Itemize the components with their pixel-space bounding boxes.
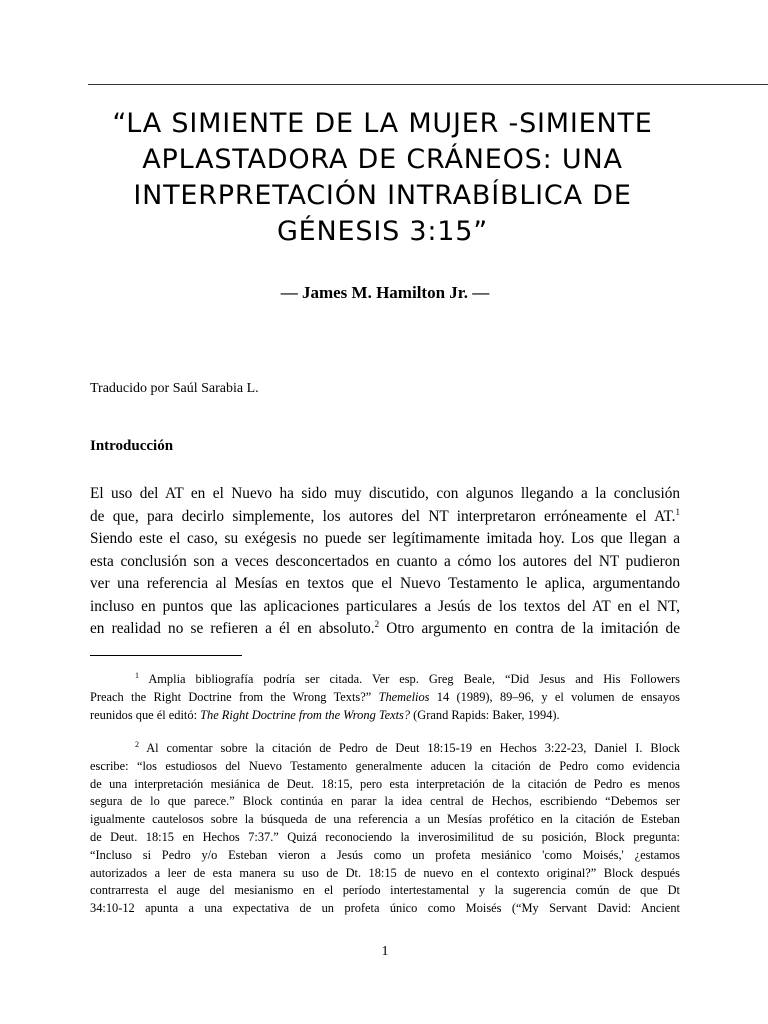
body-line: ver una referencia al Mesías en textos que el Nuevo Testamento le aplica, argumentando <box>90 575 680 592</box>
footnote-ref-2[interactable]: 2 <box>374 619 380 629</box>
footnote-ref-1[interactable]: 1 <box>675 506 680 517</box>
footnote-number: 2 <box>135 740 139 749</box>
footnote-line: igualmente cautelosos sobre la búsqueda de una referencia a un Mesías profético en la citación de Esteban <box>90 812 680 827</box>
footnote-line: escribe: “los estudiosos del Nuevo Testamento generalmente aducen la citación de Pedro como evidencia <box>90 758 680 773</box>
title-line: GÉNESIS 3:15” <box>276 216 489 247</box>
body-paragraph <box>90 483 680 641</box>
footnote-line: segura de lo que parece.” Block continúa en parar la idea central de Hechos, escribiendo “Debemos ser <box>90 794 680 809</box>
footnote-1 <box>90 671 680 724</box>
title-line: INTERPRETACIÓN INTRABÍBLICA DE <box>133 180 632 211</box>
footnote-number: 1 <box>135 671 139 680</box>
body-line: El uso del AT en el Nuevo ha sido muy discutido, con algunos llegando a la conclusión <box>90 485 680 502</box>
body-line: Siendo este el caso, su exégesis no puede ser legítimamente imitada hoy. Los que llegan a <box>90 530 680 547</box>
title-line: “LA SIMIENTE DE LA MUJER -SIMIENTE <box>112 108 653 139</box>
author-byline: — James M. Hamilton Jr. — <box>280 283 490 302</box>
document-title <box>90 106 675 250</box>
body-line: de que, para decirlo simplemente, los autores del NT interpretaron erróneamente el AT.$^1$ <box>90 506 680 525</box>
section-heading: Introducción <box>90 438 174 454</box>
header-rule <box>88 84 768 85</box>
footnote-line: $^2$ Al comentar sobre la citación de Pedro de Deut 18:15-19 en Hechos 3:22-23, Daniel I. Block <box>135 740 680 755</box>
footnote-line: reunidos que él editó: The Right Doctrine from the Wrong Texts? (Grand Rapids: Baker, 1994). <box>90 707 560 722</box>
footnote-line: contrarresta el auge del mesianismo en el período intertestamental y la sugerencia común de que Dt <box>90 883 680 898</box>
body-line: esta conclusión son a veces desconcertados en cuanto a cómo los autores del NT pudieron <box>90 552 680 570</box>
title-line: APLASTADORA DE CRÁNEOS: UNA <box>142 144 623 175</box>
footnote-line: $^1$ Amplia bibliografía podría ser citada. Ver esp. Greg Beale, “Did Jesus and His Followers <box>135 671 680 686</box>
footnote-line: 34:10-12 apunta a una expectativa de un profeta único como Moisés (“My Servant David: Ancient <box>90 901 680 916</box>
body-line: en realidad no se refieren a él en absoluto.$^2$ Otro argumento en contra de la imitación de <box>90 619 680 637</box>
translator-credit: Traducido por Saúl Sarabia L. <box>90 381 259 396</box>
footnote-line: de Deut. 18:15 en Hechos 7:37.” Quizá reconociendo la inverosimilitud de su posición, Block pregunta: <box>90 829 680 844</box>
footnote-2 <box>90 740 680 918</box>
footnote-line: autorizados a leer de esta manera su uso de Dt. 18:15 de nuevo en el contexto original?” Block después <box>90 865 680 880</box>
footnote-line: “Incluso si Pedro y/o Esteban vieron a Jesús como un profeta mesiánico 'como Moisés,' ¿estamos <box>90 847 680 862</box>
footnote-line: de una interpretación mesiánica de Deut. 18:15, pero esta interpretación de la citación de Pedro es menos <box>90 776 680 791</box>
footnote-line: Preach the Right Doctrine from the Wrong Texts?” Themelios 14 (1989), 89–96, y el volumen de ensayos <box>90 689 680 704</box>
page-number: 1 <box>381 944 389 959</box>
body-line: incluso en puntos que las aplicaciones particulares a Jesús de los textos del AT en el NT, <box>90 597 680 615</box>
footnote-separator <box>90 655 242 656</box>
